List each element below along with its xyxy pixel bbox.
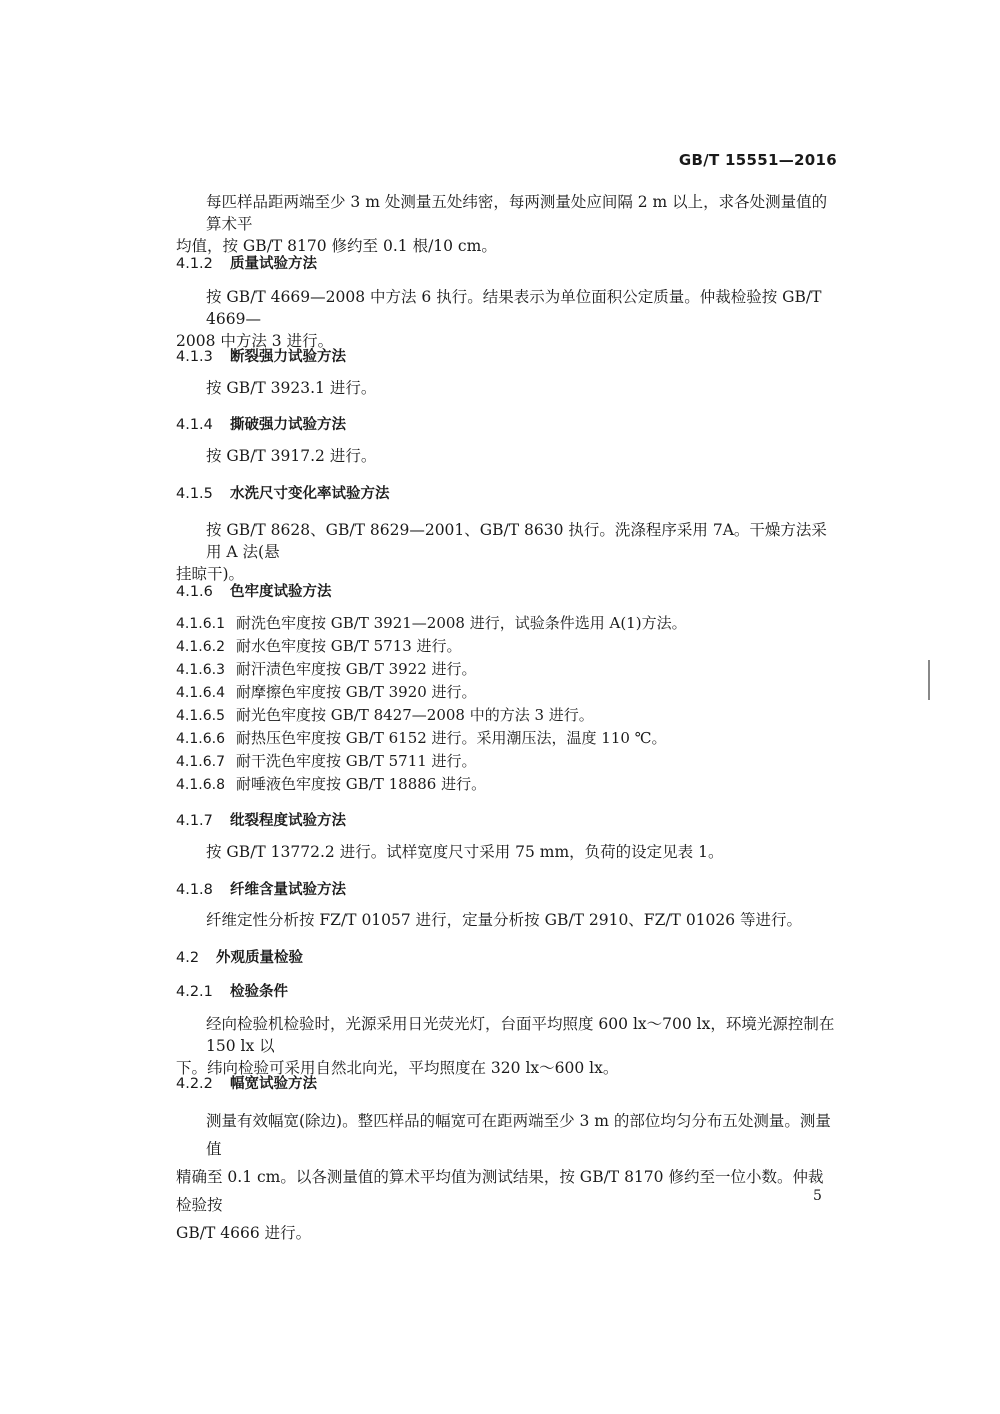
heading-4-1-8: 4.1.8 纤维含量试验方法 — [176, 882, 346, 898]
scan-edge-mark — [928, 660, 930, 700]
paragraph-4-1-7: 按 GB/T 13772.2 进行。试样宽度尺寸采用 75 mm，负荷的设定见表 1。 — [206, 843, 724, 861]
list-item: 4.1.6.5 耐光色牢度按 GB/T 8427—2008 中的方法 3 进行。 — [176, 706, 594, 724]
heading-4-2: 4.2 外观质量检验 — [176, 950, 303, 966]
heading-4-1-3: 4.1.3 断裂强力试验方法 — [176, 349, 346, 365]
list-item: 4.1.6.4 耐摩擦色牢度按 GB/T 3920 进行。 — [176, 683, 477, 701]
heading-4-1-6: 4.1.6 色牢度试验方法 — [176, 584, 332, 600]
standard-number: GB/T 15551—2016 — [678, 151, 837, 169]
heading-4-1-4: 4.1.4 撕破强力试验方法 — [176, 417, 346, 433]
heading-4-2-1: 4.2.1 检验条件 — [176, 984, 288, 1000]
list-item: 4.1.6.1 耐洗色牢度按 GB/T 3921—2008 进行，试验条件选用 A(1)方法。 — [176, 614, 687, 632]
list-item: 4.1.6.6 耐热压色牢度按 GB/T 6152 进行。采用潮压法，温度 110 ℃。 — [176, 729, 667, 747]
heading-4-1-7: 4.1.7 纰裂程度试验方法 — [176, 813, 346, 829]
heading-4-1-5: 4.1.5 水洗尺寸变化率试验方法 — [176, 486, 390, 502]
paragraph-4-1-3: 按 GB/T 3923.1 进行。 — [206, 379, 377, 397]
list-item: 4.1.6.2 耐水色牢度按 GB/T 5713 进行。 — [176, 637, 462, 655]
paragraph-4-2-2: 测量有效幅宽(除边)。整匹样品的幅宽可在距两端至少 3 m 的部位均匀分布五处测量。测量值 精确至 0.1 cm。以各测量值的算术平均值为测试结果，按 GB/T 8170 修约至一位小数。仲裁检验按 GB/T 4666 进行。 — [176, 1112, 831, 1242]
list-item: 4.1.6.3 耐汗渍色牢度按 GB/T 3922 进行。 — [176, 660, 477, 678]
heading-4-1-2: 4.1.2 质量试验方法 — [176, 256, 317, 272]
heading-4-2-2: 4.2.2 幅宽试验方法 — [176, 1076, 317, 1092]
intro-paragraph: 每匹样品距两端至少 3 m 处测量五处纬密，每两测量处应间隔 2 m 以上，求各处测量值的算术平 均值，按 GB/T 8170 修约至 0.1 根/10 cm。 — [176, 193, 828, 255]
paragraph-4-1-5: 按 GB/T 8628、GB/T 8629—2001、GB/T 8630 执行。洗涤程序采用 7A。干燥方法采用 A 法(悬 挂晾干)。 — [176, 521, 827, 583]
list-item: 4.1.6.7 耐干洗色牢度按 GB/T 5711 进行。 — [176, 752, 477, 770]
paragraph-4-1-4: 按 GB/T 3917.2 进行。 — [206, 447, 377, 465]
page-number: 5 — [813, 1188, 822, 1204]
paragraph-4-1-8: 纤维定性分析按 FZ/T 01057 进行，定量分析按 GB/T 2910、FZ/T 01026 等进行。 — [206, 911, 803, 929]
list-item: 4.1.6.8 耐唾液色牢度按 GB/T 18886 进行。 — [176, 775, 487, 793]
paragraph-4-2-1: 经向检验机检验时，光源采用日光荧光灯，台面平均照度 600 lx～700 lx，环境光源控制在 150 lx 以 下。纬向检验可采用自然北向光，平均照度在 320 lx～600 lx。 — [176, 1015, 835, 1077]
paragraph-4-1-2: 按 GB/T 4669—2008 中方法 6 执行。结果表示为单位面积公定质量。仲裁检验按 GB/T 4669— 2008 中方法 3 进行。 — [176, 288, 822, 350]
